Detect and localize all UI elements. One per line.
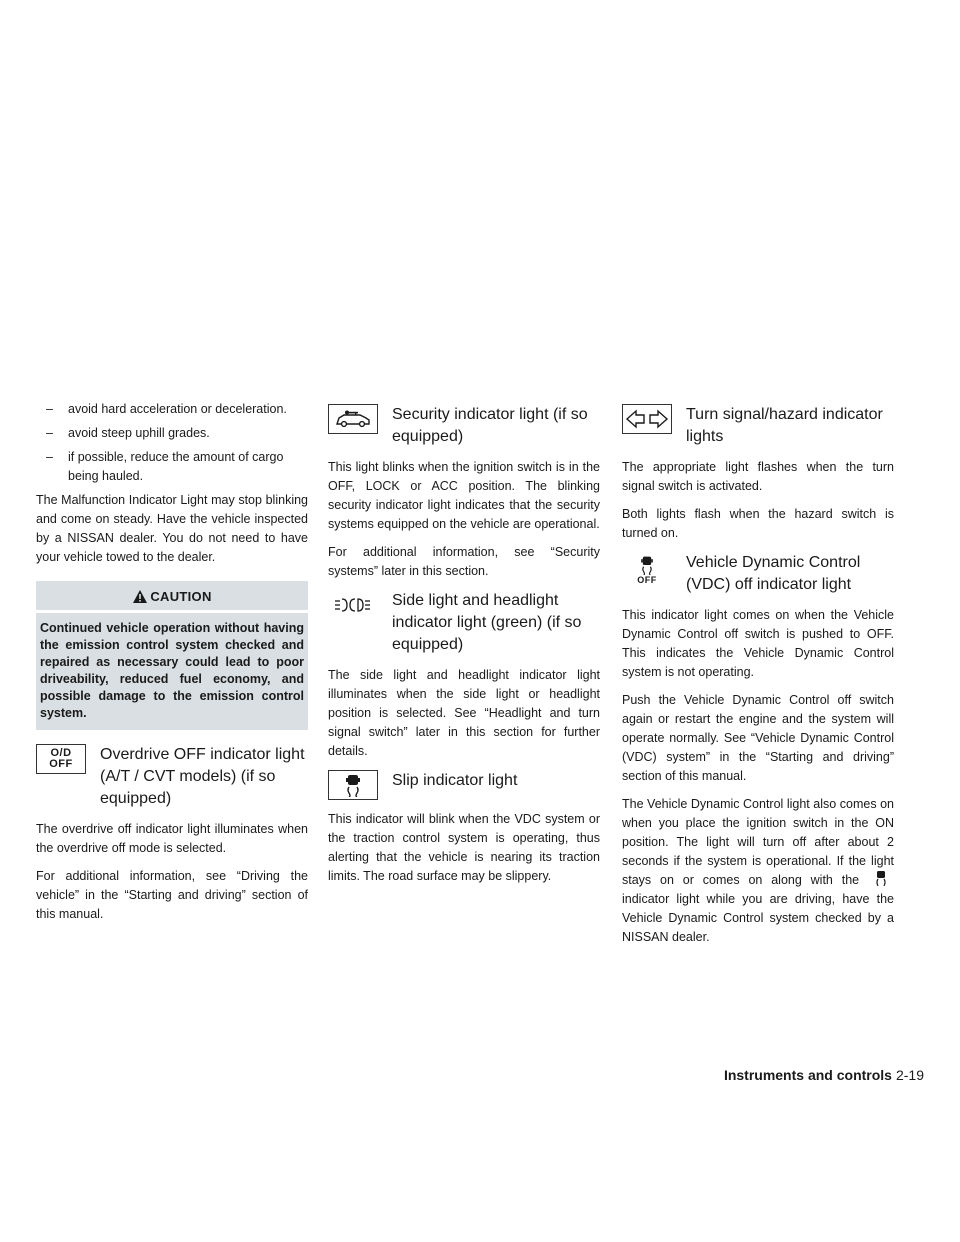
security-title: Security indicator light (if so equipped) bbox=[392, 406, 588, 445]
warning-triangle-icon bbox=[132, 589, 148, 604]
vdc-paragraph-3 bbox=[622, 795, 894, 947]
slip-title: Slip indicator light bbox=[392, 772, 518, 789]
turn-signal-paragraph-1: The appropriate light flashes when the turn signal switch is activated. bbox=[622, 460, 894, 493]
side-light-heading bbox=[328, 590, 600, 656]
security-paragraph-1: This light blinks when the ignition switch is in the OFF, LOCK or ACC position. The blinking security indicator light indicates that the security systems equipped on the vehicle are operational. bbox=[328, 460, 600, 531]
vdc-off-heading bbox=[622, 552, 894, 596]
caution-header bbox=[36, 581, 308, 613]
bullet-dash: – bbox=[46, 450, 53, 464]
overdrive-paragraph-1: The overdrive off indicator light illuminates when the overdrive off mode is selected. bbox=[36, 822, 308, 855]
side-light-headlight-icon bbox=[328, 590, 378, 620]
vdc-paragraph-2: Push the Vehicle Dynamic Control off switch again or restart the engine and the system will operate normally. See “Vehicle Dynamic Control (VDC) system” in the “Starting and driving” section of this manual. bbox=[622, 693, 894, 783]
overdrive-off-icon bbox=[36, 744, 86, 774]
bullet-item bbox=[36, 424, 308, 443]
side-light-title: Side light and headlight indicator light (green) (if so equipped) bbox=[392, 592, 582, 653]
security-heading bbox=[328, 404, 600, 448]
side-light-paragraph: The side light and headlight indicator light illuminates when the side light or headlight position is selected. See “Headlight and turn signal switch” later in this section for further details. bbox=[328, 668, 600, 758]
bullet-item bbox=[36, 400, 308, 419]
slip-inline-icon bbox=[868, 871, 894, 886]
vdc-paragraph-3-part-a: The Vehicle Dynamic Control light also comes on when you place the ignition switch in the ON position. The light will turn off after about 2 seconds if the system is operational. If the light stays on or comes on along with the bbox=[622, 797, 894, 887]
bullet-item bbox=[36, 448, 308, 486]
column-3 bbox=[622, 400, 894, 956]
column-2 bbox=[328, 400, 600, 895]
slip-car-icon bbox=[328, 770, 378, 800]
security-paragraph-2: For additional information, see “Security systems” later in this section. bbox=[328, 545, 600, 578]
security-car-key-icon bbox=[328, 404, 378, 434]
vdc-off-icon bbox=[622, 552, 672, 588]
bullet-text: avoid hard acceleration or deceleration. bbox=[68, 402, 287, 416]
slip-paragraph: This indicator will blink when the VDC system or the traction control system is operating, thus alerting that the vehicle is nearing its traction limits. The road surface may be slippery. bbox=[328, 812, 600, 883]
turn-signal-arrows-icon bbox=[622, 404, 672, 434]
od-icon-bottom: OFF bbox=[49, 758, 73, 770]
turn-signal-paragraph-2: Both lights flash when the hazard switch is turned on. bbox=[622, 507, 894, 540]
caution-text: Continued vehicle operation without having the emission control system checked and repaired as necessary could lead to poor driveability, reduced fuel economy, and possible damage to the emission control system. bbox=[40, 621, 304, 720]
od-icon-top: O/D bbox=[50, 747, 72, 759]
vdc-paragraph-3-part-b: indicator light while you are driving, have the Vehicle Dynamic Control system checked by a NISSAN dealer. bbox=[622, 892, 894, 944]
overdrive-off-heading bbox=[36, 744, 308, 810]
page-number: 2-19 bbox=[895, 1067, 924, 1083]
turn-signal-title: Turn signal/hazard indicator lights bbox=[686, 406, 883, 445]
overdrive-off-title: Overdrive OFF indicator light (A/T / CVT models) (if so equipped) bbox=[100, 746, 305, 807]
caution-title: CAUTION bbox=[150, 589, 212, 604]
page-footer bbox=[680, 1067, 924, 1083]
vdc-paragraph-1: This indicator light comes on when the Vehicle Dynamic Control off switch is pushed to OFF. This indicates the Vehicle Dynamic Control system is not operating. bbox=[622, 608, 894, 679]
turn-signal-heading bbox=[622, 404, 894, 448]
slip-heading bbox=[328, 770, 600, 800]
caution-box bbox=[36, 581, 308, 730]
mil-paragraph: The Malfunction Indicator Light may stop blinking and come on steady. Have the vehicle inspected by a NISSAN dealer. You do not need to have your vehicle towed to the dealer. bbox=[36, 493, 308, 564]
bullet-dash: – bbox=[46, 402, 53, 416]
bullet-text: if possible, reduce the amount of cargo being hauled. bbox=[68, 450, 284, 483]
section-name: Instruments and controls bbox=[723, 1067, 892, 1083]
bullet-dash: – bbox=[46, 426, 53, 440]
overdrive-paragraph-2: For additional information, see “Driving the vehicle” in the “Starting and driving” section of this manual. bbox=[36, 869, 308, 921]
vdc-off-title: Vehicle Dynamic Control (VDC) off indicator light bbox=[686, 554, 861, 593]
bullet-text: avoid steep uphill grades. bbox=[68, 426, 210, 440]
vdc-off-icon-label: OFF bbox=[637, 574, 657, 585]
column-1 bbox=[36, 400, 308, 933]
